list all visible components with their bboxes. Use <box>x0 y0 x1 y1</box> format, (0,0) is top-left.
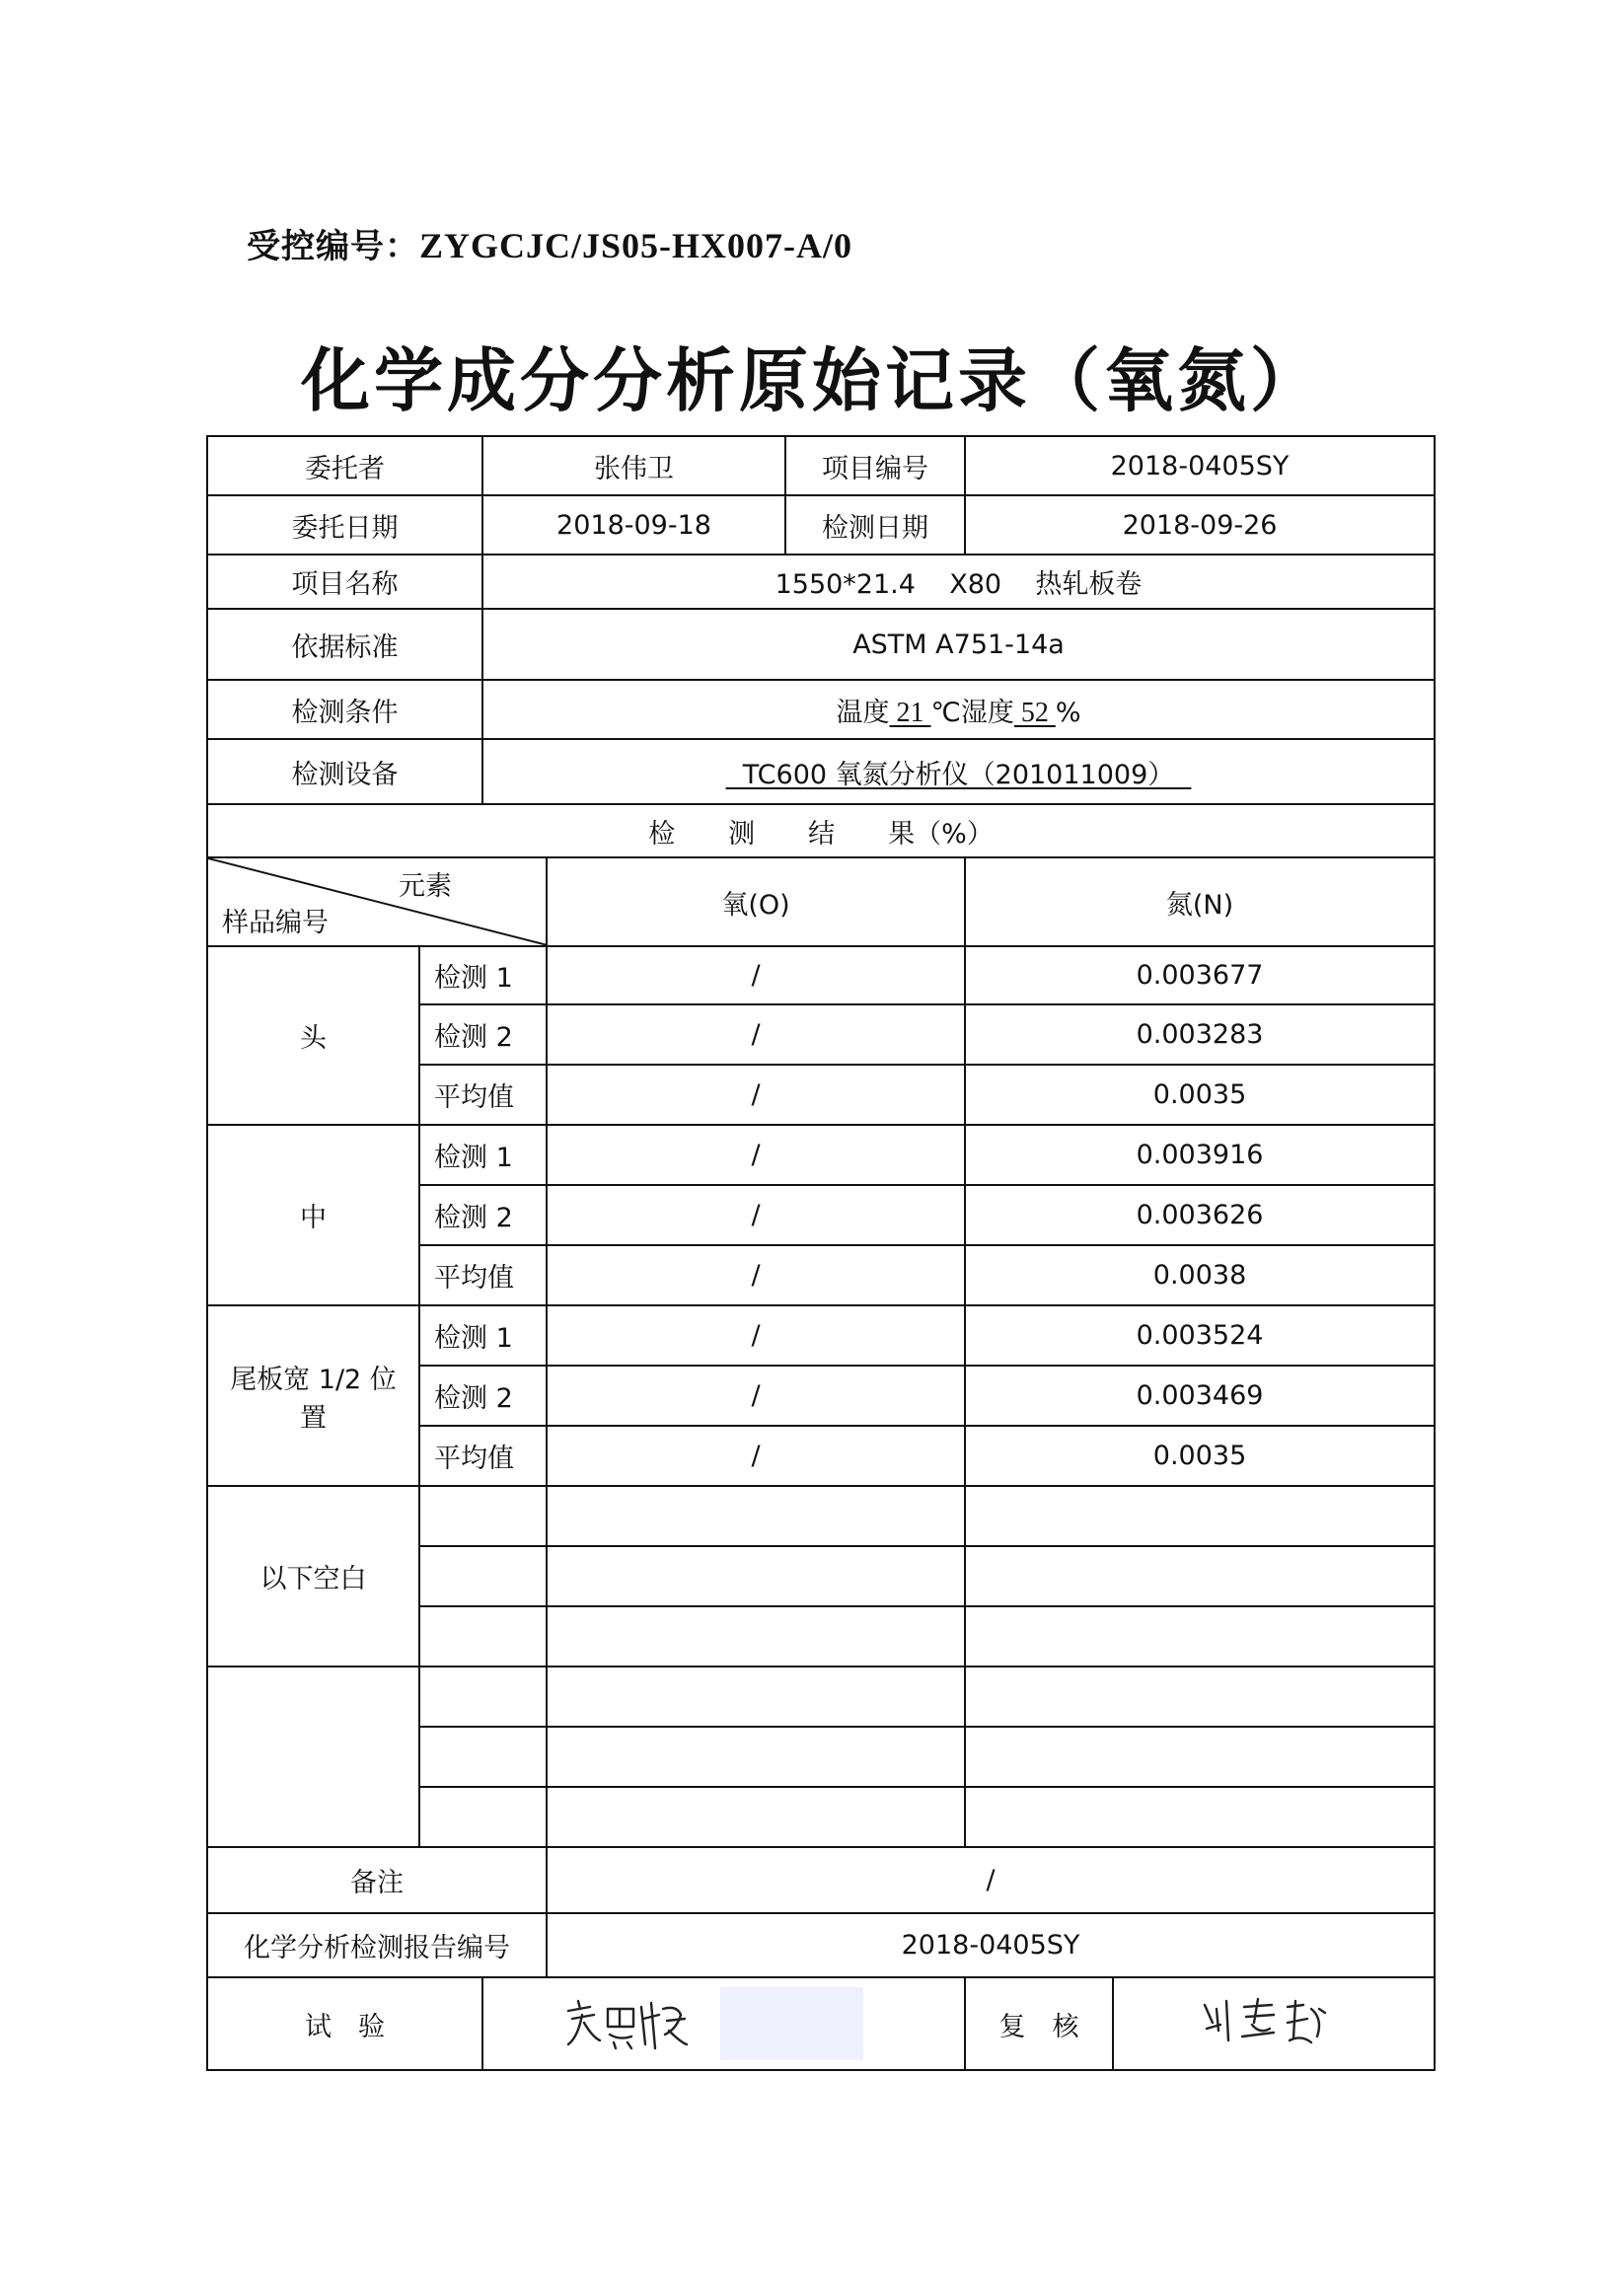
reviewer-signature <box>1114 1979 1436 2068</box>
oxygen-cell: / <box>547 1065 965 1125</box>
tester-signature-cell <box>482 1977 965 2070</box>
oxygen-cell: / <box>547 1426 965 1486</box>
row-label: 检测 2 <box>419 1366 547 1426</box>
project-no-value: 2018-0405SY <box>965 436 1435 495</box>
equipment-value: TC600 氧氮分析仪（201011009） <box>725 759 1192 790</box>
temp-prefix: 温度 <box>836 697 890 728</box>
row-label: 检测 2 <box>419 1004 547 1065</box>
test-date-label: 检测日期 <box>785 495 965 555</box>
equipment-label: 检测设备 <box>207 739 482 804</box>
project-no-label: 项目编号 <box>785 436 965 495</box>
blank-group-cell <box>207 1666 419 1847</box>
page-title: 化学成分分析原始记录（氧氮） <box>301 340 1323 421</box>
remark-label: 备注 <box>207 1847 547 1913</box>
blank-cell <box>547 1486 965 1546</box>
nitrogen-cell: 0.0035 <box>965 1426 1435 1486</box>
temp-unit: ℃湿度 <box>930 697 1014 728</box>
row-label: 平均值 <box>419 1065 547 1125</box>
row-label: 检测 1 <box>419 946 547 1004</box>
nitrogen-cell: 0.003524 <box>965 1305 1435 1366</box>
blank-cell <box>965 1787 1435 1847</box>
blank-cell <box>419 1486 547 1546</box>
table-row <box>207 1305 1435 1366</box>
blank-cell <box>965 1666 1435 1727</box>
oxygen-cell: / <box>547 1185 965 1245</box>
sample-group-middle: 中 <box>207 1125 419 1305</box>
nitrogen-cell: 0.0038 <box>965 1245 1435 1305</box>
standard-value: ASTM A751-14a <box>482 609 1435 680</box>
nitrogen-cell: 0.003626 <box>965 1185 1435 1245</box>
blank-cell <box>965 1606 1435 1666</box>
oxygen-cell: / <box>547 1245 965 1305</box>
report-no-label: 化学分析检测报告编号 <box>207 1913 547 1977</box>
nitrogen-cell: 0.003677 <box>965 946 1435 1004</box>
row-label: 检测 2 <box>419 1185 547 1245</box>
table-row <box>207 1125 1435 1185</box>
sample-group-head: 头 <box>207 946 419 1125</box>
control-number-label: 受控编号： <box>247 227 419 266</box>
blank-cell <box>419 1666 547 1727</box>
table-row <box>207 946 1435 1004</box>
remark-value: / <box>547 1847 1435 1913</box>
blank-cell <box>547 1546 965 1606</box>
reviewer-label: 复 核 <box>965 1977 1113 2070</box>
blank-cell <box>965 1727 1435 1787</box>
project-name-label: 项目名称 <box>207 555 482 609</box>
oxygen-cell: / <box>547 1305 965 1366</box>
blank-cell <box>419 1606 547 1666</box>
row-label: 检测 1 <box>419 1125 547 1185</box>
humidity-unit: % <box>1055 697 1081 728</box>
tester-label: 试 验 <box>207 1977 482 2070</box>
oxygen-cell: / <box>547 1366 965 1426</box>
project-name-value: 1550*21.4 X80 热轧板卷 <box>482 555 1435 609</box>
nitrogen-cell: 0.003283 <box>965 1004 1435 1065</box>
condition-label: 检测条件 <box>207 680 482 739</box>
col-oxygen-header: 氧(O) <box>547 857 965 946</box>
temp-value: 21 <box>889 697 931 728</box>
blank-cell <box>547 1727 965 1787</box>
blank-cell <box>547 1666 965 1727</box>
report-no-value: 2018-0405SY <box>547 1913 1435 1977</box>
row-label: 平均值 <box>419 1245 547 1305</box>
nitrogen-cell: 0.003916 <box>965 1125 1435 1185</box>
entrust-date-value: 2018-09-18 <box>482 495 785 555</box>
record-table <box>206 435 1436 2071</box>
blank-below-label: 以下空白 <box>207 1486 419 1666</box>
oxygen-cell: / <box>547 1125 965 1185</box>
standard-label: 依据标准 <box>207 609 482 680</box>
results-section-title: 检 测 结 果（%） <box>207 804 1435 857</box>
redacted-area <box>720 1987 863 2060</box>
diagonal-header <box>207 857 547 946</box>
blank-cell <box>419 1546 547 1606</box>
col-nitrogen-header: 氮(N) <box>965 857 1435 946</box>
row-label: 平均值 <box>419 1426 547 1486</box>
control-number-code: ZYGCJC/JS05-HX007-A/0 <box>419 226 853 265</box>
row-label: 检测 1 <box>419 1305 547 1366</box>
client-label: 委托者 <box>207 436 482 495</box>
control-number <box>247 219 852 267</box>
blank-cell <box>965 1546 1435 1606</box>
humidity-value: 52 <box>1013 697 1056 728</box>
blank-row <box>207 1666 1435 1727</box>
condition-value <box>482 680 1435 739</box>
reviewer-signature-cell <box>1113 1977 1435 2070</box>
sample-group-tail: 尾板宽 1/2 位置 <box>207 1305 419 1486</box>
blank-cell <box>419 1787 547 1847</box>
test-date-value: 2018-09-26 <box>965 495 1435 555</box>
oxygen-cell: / <box>547 946 965 1004</box>
equipment-cell <box>482 739 1435 804</box>
blank-cell <box>965 1486 1435 1546</box>
blank-cell <box>547 1787 965 1847</box>
tester-signature <box>483 1979 937 2068</box>
client-value: 张伟卫 <box>482 436 785 495</box>
header-element: 元素 <box>399 871 452 902</box>
blank-cell <box>547 1606 965 1666</box>
entrust-date-label: 委托日期 <box>207 495 482 555</box>
blank-cell <box>419 1727 547 1787</box>
nitrogen-cell: 0.0035 <box>965 1065 1435 1125</box>
blank-row <box>207 1486 1435 1546</box>
oxygen-cell: / <box>547 1004 965 1065</box>
header-sample: 样品编号 <box>222 908 329 938</box>
nitrogen-cell: 0.003469 <box>965 1366 1435 1426</box>
